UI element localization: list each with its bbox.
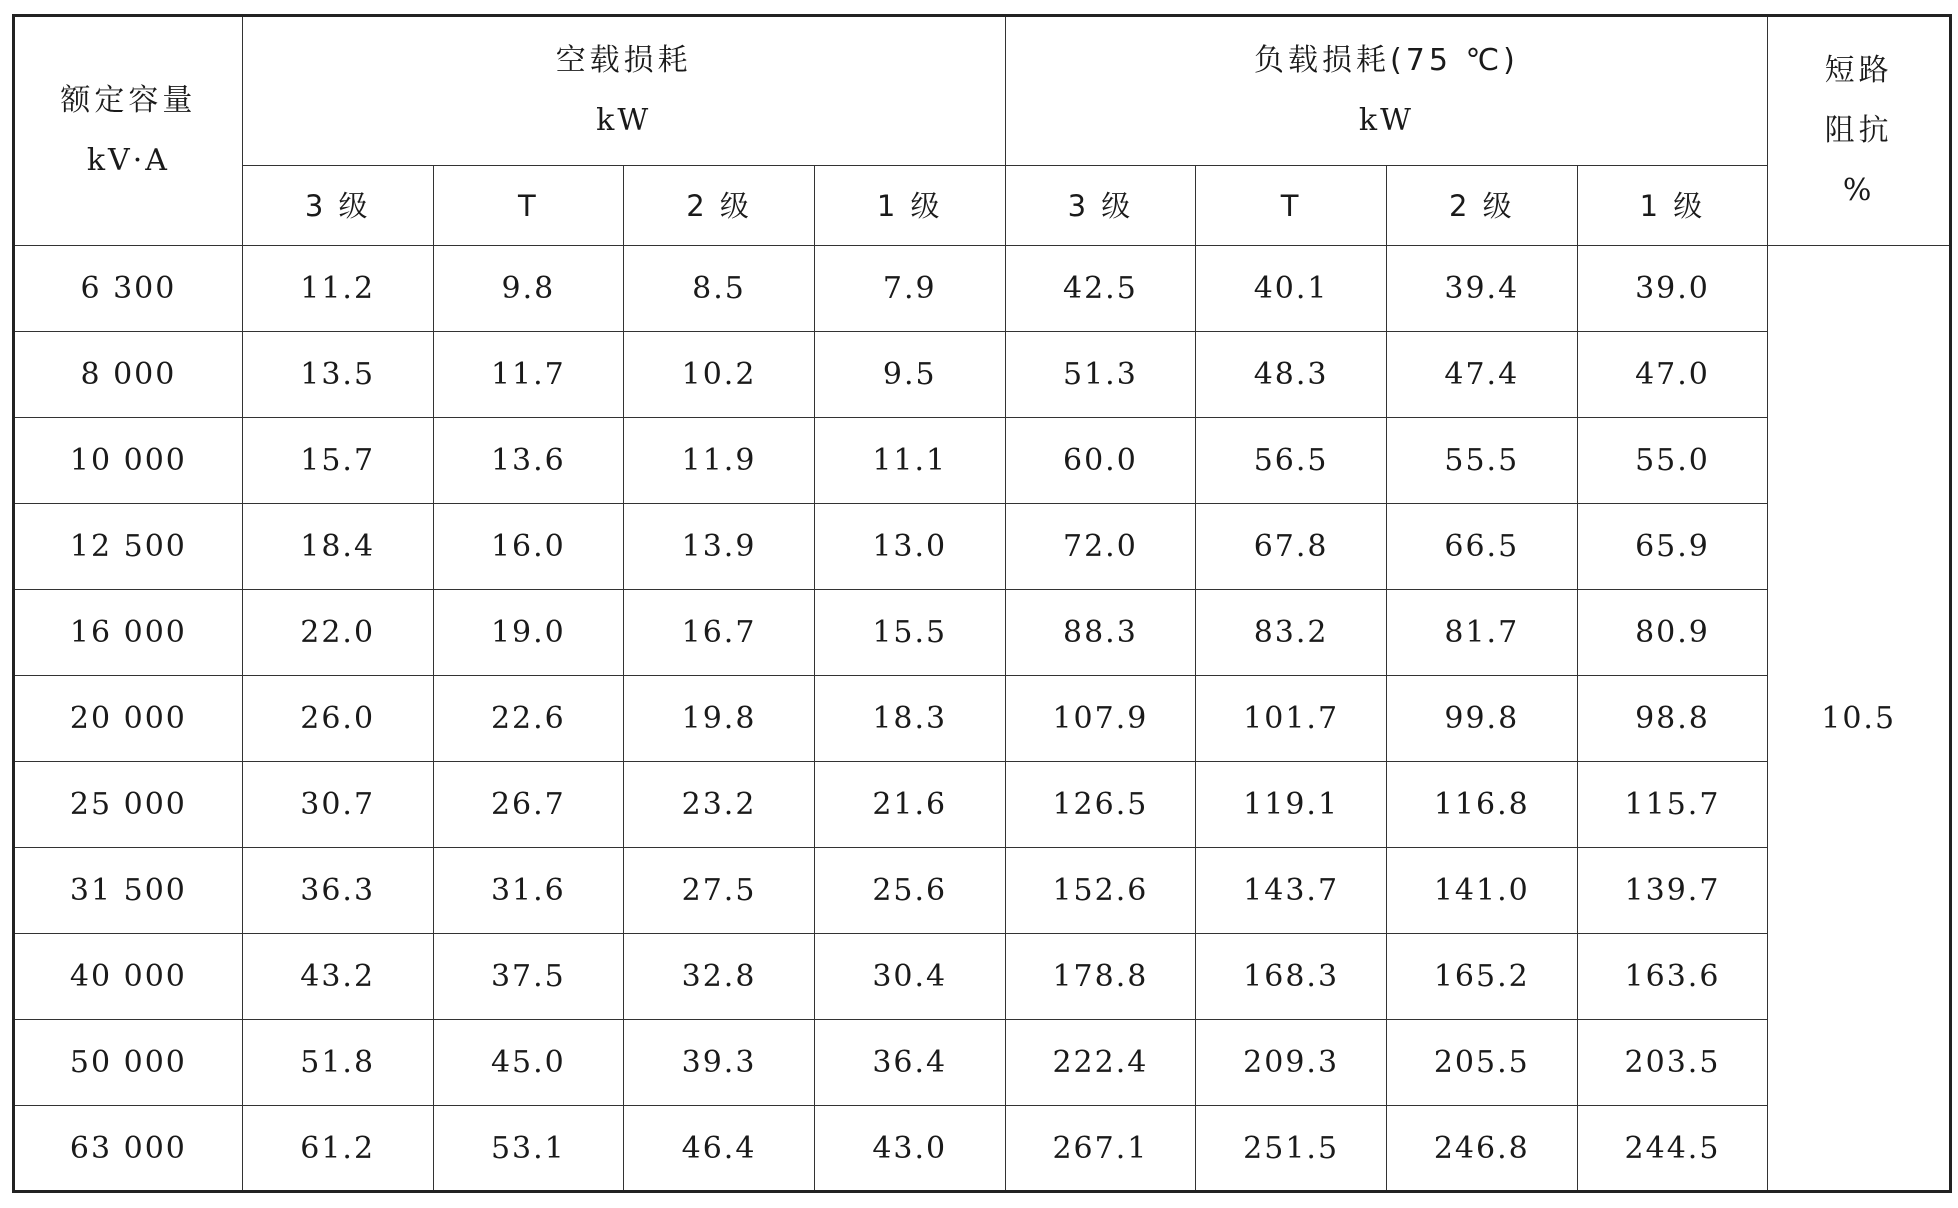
no-load-grade-2-header: 2 级 xyxy=(624,166,815,246)
transformer-loss-table xyxy=(12,14,1952,1193)
no-load-cell: 18.3 xyxy=(814,676,1005,762)
load-cell: 168.3 xyxy=(1196,934,1387,1020)
load-cell: 165.2 xyxy=(1386,934,1577,1020)
load-cell: 244.5 xyxy=(1577,1106,1768,1192)
load-cell: 222.4 xyxy=(1005,1020,1196,1106)
no-load-cell: 13.9 xyxy=(624,504,815,590)
impedance-header-line2: 阻抗 xyxy=(1824,113,1893,148)
no-load-cell: 23.2 xyxy=(624,762,815,848)
capacity-cell: 10 000 xyxy=(14,418,243,504)
no-load-cell: 32.8 xyxy=(624,934,815,1020)
no-load-loss-header xyxy=(242,16,1005,166)
load-cell: 163.6 xyxy=(1577,934,1768,1020)
load-cell: 72.0 xyxy=(1005,504,1196,590)
load-cell: 107.9 xyxy=(1005,676,1196,762)
no-load-cell: 30.7 xyxy=(242,762,433,848)
capacity-cell: 63 000 xyxy=(14,1106,243,1192)
no-load-cell: 21.6 xyxy=(814,762,1005,848)
impedance-header xyxy=(1768,16,1951,246)
load-cell: 40.1 xyxy=(1196,246,1387,332)
load-loss-header-label: 负载损耗(75 ℃) xyxy=(1254,43,1519,78)
load-cell: 98.8 xyxy=(1577,676,1768,762)
table-row xyxy=(14,590,1951,676)
load-cell: 88.3 xyxy=(1005,590,1196,676)
header-row-grades xyxy=(14,166,1951,246)
table-row xyxy=(14,676,1951,762)
no-load-cell: 11.9 xyxy=(624,418,815,504)
load-cell: 143.7 xyxy=(1196,848,1387,934)
load-grade-1-header: 1 级 xyxy=(1577,166,1768,246)
load-cell: 119.1 xyxy=(1196,762,1387,848)
no-load-cell: 37.5 xyxy=(433,934,624,1020)
load-cell: 65.9 xyxy=(1577,504,1768,590)
no-load-cell: 18.4 xyxy=(242,504,433,590)
no-load-cell: 9.8 xyxy=(433,246,624,332)
no-load-cell: 16.0 xyxy=(433,504,624,590)
load-cell: 141.0 xyxy=(1386,848,1577,934)
table-row xyxy=(14,1020,1951,1106)
load-grade-3-header: 3 级 xyxy=(1005,166,1196,246)
impedance-header-unit: % xyxy=(1842,173,1875,208)
load-cell: 209.3 xyxy=(1196,1020,1387,1106)
no-load-cell: 22.6 xyxy=(433,676,624,762)
load-grade-t-header: T xyxy=(1196,166,1387,246)
no-load-cell: 39.3 xyxy=(624,1020,815,1106)
no-load-cell: 22.0 xyxy=(242,590,433,676)
capacity-cell: 8 000 xyxy=(14,332,243,418)
no-load-cell: 15.7 xyxy=(242,418,433,504)
no-load-cell: 53.1 xyxy=(433,1106,624,1192)
no-load-cell: 61.2 xyxy=(242,1106,433,1192)
no-load-cell: 11.2 xyxy=(242,246,433,332)
capacity-cell: 31 500 xyxy=(14,848,243,934)
no-load-cell: 16.7 xyxy=(624,590,815,676)
load-cell: 116.8 xyxy=(1386,762,1577,848)
no-load-cell: 10.2 xyxy=(624,332,815,418)
capacity-cell: 16 000 xyxy=(14,590,243,676)
no-load-cell: 9.5 xyxy=(814,332,1005,418)
load-cell: 55.0 xyxy=(1577,418,1768,504)
load-cell: 55.5 xyxy=(1386,418,1577,504)
load-cell: 267.1 xyxy=(1005,1106,1196,1192)
no-load-cell: 43.2 xyxy=(242,934,433,1020)
no-load-grade-1-header: 1 级 xyxy=(814,166,1005,246)
capacity-cell: 50 000 xyxy=(14,1020,243,1106)
load-cell: 56.5 xyxy=(1196,418,1387,504)
load-cell: 139.7 xyxy=(1577,848,1768,934)
no-load-cell: 13.0 xyxy=(814,504,1005,590)
no-load-cell: 31.6 xyxy=(433,848,624,934)
capacity-cell: 40 000 xyxy=(14,934,243,1020)
load-cell: 67.8 xyxy=(1196,504,1387,590)
load-loss-header-unit: kW xyxy=(1358,103,1414,138)
no-load-grade-3-header: 3 级 xyxy=(242,166,433,246)
load-cell: 80.9 xyxy=(1577,590,1768,676)
load-cell: 99.8 xyxy=(1386,676,1577,762)
no-load-cell: 19.8 xyxy=(624,676,815,762)
no-load-cell: 25.6 xyxy=(814,848,1005,934)
table-row xyxy=(14,762,1951,848)
table-row xyxy=(14,934,1951,1020)
load-cell: 51.3 xyxy=(1005,332,1196,418)
load-loss-header xyxy=(1005,16,1768,166)
capacity-cell: 12 500 xyxy=(14,504,243,590)
no-load-cell: 36.3 xyxy=(242,848,433,934)
no-load-cell: 15.5 xyxy=(814,590,1005,676)
no-load-cell: 11.1 xyxy=(814,418,1005,504)
no-load-cell: 45.0 xyxy=(433,1020,624,1106)
load-cell: 83.2 xyxy=(1196,590,1387,676)
load-cell: 178.8 xyxy=(1005,934,1196,1020)
load-cell: 81.7 xyxy=(1386,590,1577,676)
no-load-cell: 19.0 xyxy=(433,590,624,676)
no-load-cell: 11.7 xyxy=(433,332,624,418)
no-load-cell: 46.4 xyxy=(624,1106,815,1192)
capacity-cell: 20 000 xyxy=(14,676,243,762)
load-cell: 60.0 xyxy=(1005,418,1196,504)
load-cell: 39.0 xyxy=(1577,246,1768,332)
no-load-grade-t-header: T xyxy=(433,166,624,246)
table-body xyxy=(14,246,1951,1192)
load-cell: 48.3 xyxy=(1196,332,1387,418)
load-cell: 66.5 xyxy=(1386,504,1577,590)
load-cell: 115.7 xyxy=(1577,762,1768,848)
no-load-cell: 7.9 xyxy=(814,246,1005,332)
no-load-cell: 43.0 xyxy=(814,1106,1005,1192)
load-cell: 39.4 xyxy=(1386,246,1577,332)
load-cell: 47.4 xyxy=(1386,332,1577,418)
load-grade-2-header: 2 级 xyxy=(1386,166,1577,246)
table-row xyxy=(14,1106,1951,1192)
no-load-cell: 51.8 xyxy=(242,1020,433,1106)
table-row xyxy=(14,332,1951,418)
no-load-cell: 26.0 xyxy=(242,676,433,762)
capacity-cell: 25 000 xyxy=(14,762,243,848)
no-load-loss-header-label: 空载损耗 xyxy=(555,43,692,78)
capacity-header-unit: kV·A xyxy=(86,143,170,178)
table-row xyxy=(14,848,1951,934)
capacity-cell: 6 300 xyxy=(14,246,243,332)
impedance-cell: 10.5 xyxy=(1768,246,1951,1192)
load-cell: 205.5 xyxy=(1386,1020,1577,1106)
table-row xyxy=(14,504,1951,590)
capacity-header-label: 额定容量 xyxy=(60,83,197,118)
impedance-header-line1: 短路 xyxy=(1824,53,1893,88)
no-load-cell: 30.4 xyxy=(814,934,1005,1020)
no-load-cell: 27.5 xyxy=(624,848,815,934)
load-cell: 47.0 xyxy=(1577,332,1768,418)
no-load-cell: 13.6 xyxy=(433,418,624,504)
table-row xyxy=(14,246,1951,332)
load-cell: 152.6 xyxy=(1005,848,1196,934)
no-load-cell: 36.4 xyxy=(814,1020,1005,1106)
no-load-cell: 26.7 xyxy=(433,762,624,848)
load-cell: 203.5 xyxy=(1577,1020,1768,1106)
no-load-cell: 13.5 xyxy=(242,332,433,418)
load-cell: 101.7 xyxy=(1196,676,1387,762)
capacity-header xyxy=(14,16,243,246)
no-load-loss-header-unit: kW xyxy=(596,103,652,138)
load-cell: 42.5 xyxy=(1005,246,1196,332)
load-cell: 126.5 xyxy=(1005,762,1196,848)
load-cell: 246.8 xyxy=(1386,1106,1577,1192)
table-row xyxy=(14,418,1951,504)
load-cell: 251.5 xyxy=(1196,1106,1387,1192)
header-row-main xyxy=(14,16,1951,166)
no-load-cell: 8.5 xyxy=(624,246,815,332)
